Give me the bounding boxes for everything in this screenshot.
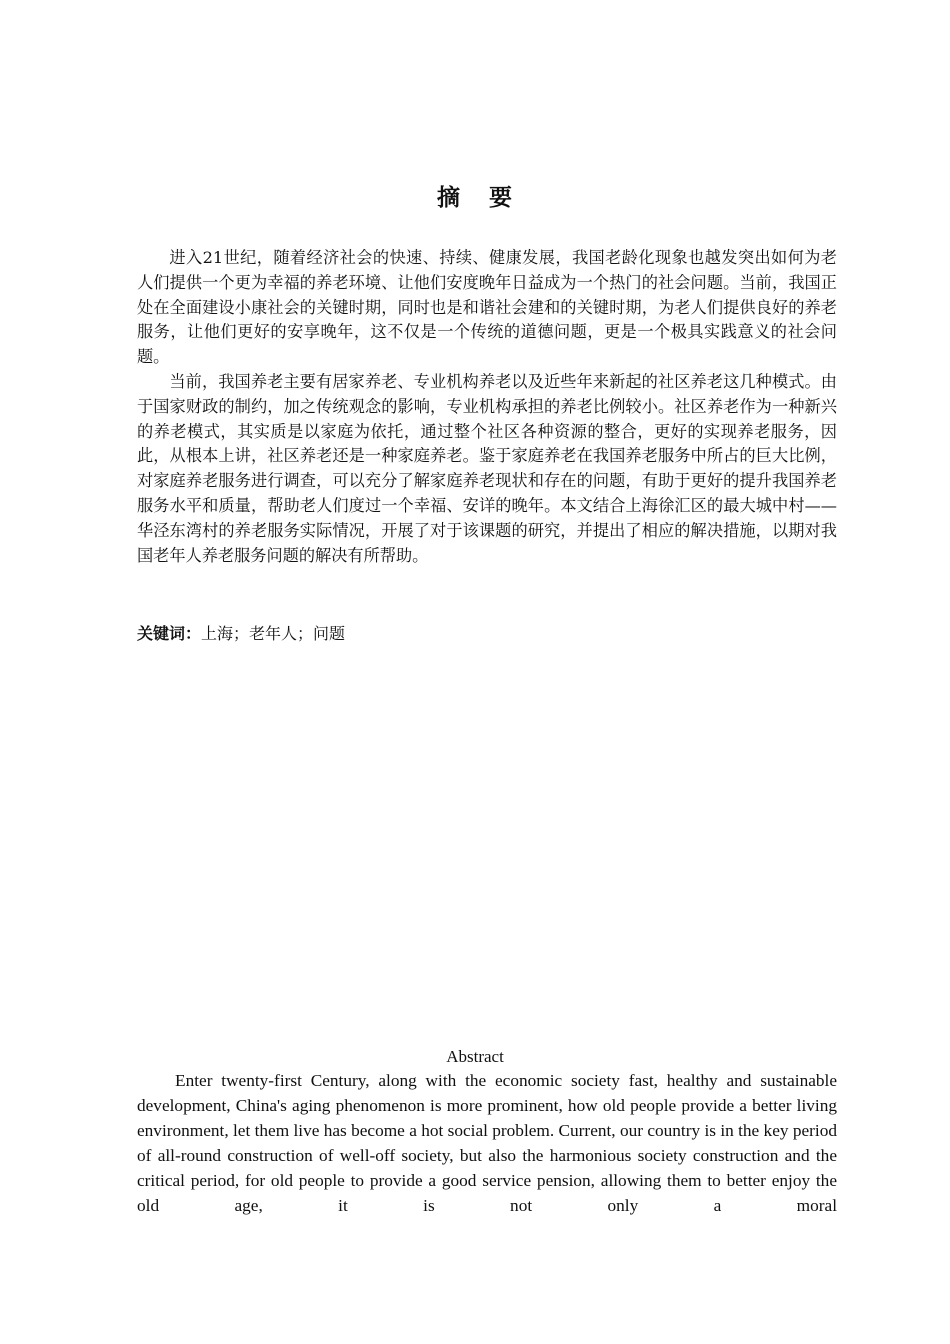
chinese-paragraph-2: 当前，我国养老主要有居家养老、专业机构养老以及近些年来新起的社区养老这几种模式。由于国家财政的制约，加之传统观念的影响，专业机构承担的养老比例较小。社区养老作为一种新兴的养老模式，其实质是以家庭为依托，通过整个社区各种资源的整合，更好的实现养老服务，因此，从根本上讲，社区养老还是一种家庭养老。鉴于家庭养老在我国养老服务中所占的巨大比例，对家庭养老服务进行调查，可以充分了解家庭养老现状和存在的问题，有助于更好的提升我国养老服务水平和质量，帮助老人们度过一个幸福、安详的晚年。本文结合上海徐汇区的最大城中村——华泾东湾村的养老服务实际情况，开展了对于该课题的研究，并提出了相应的解决措施，以期对我国老年人养老服务问题的解决有所帮助。 <box>137 371 837 565</box>
title-char-1: 摘 <box>437 184 461 211</box>
title-char-2: 要 <box>489 184 513 211</box>
english-abstract-body <box>137 1069 837 1218</box>
chinese-paragraph-1: 进入21世纪，随着经济社会的快速、持续、健康发展，我国老龄化现象也越发突出如何为老人们提供一个更为幸福的养老环境、让他们安度晚年日益成为一个热门的社会问题。当前，我国正处在全面建设小康社会的关键时期，同时也是和谐社会建和的关键时期，为老人们提供良好的养老服务，让他们更好的安享晚年，这不仅是一个传统的道德问题，更是一个极具实践意义的社会问题。 <box>137 248 837 367</box>
keywords-line <box>137 621 837 647</box>
keywords-value: 上海；老年人；问题 <box>201 624 346 643</box>
chinese-abstract-title <box>0 180 950 216</box>
keywords-label: 关键词： <box>137 624 202 643</box>
english-abstract-title: Abstract <box>446 1047 504 1066</box>
english-paragraph: Enter twenty-first Century, along with the economic society fast, healthy and sustainable development, China's aging phenomenon is more prominent, how old people provide a better living environment, let them live has become a hot social problem. Current, our country is in the key period of all-round construction of well-off society, but also the harmonious society construction and the critical period, for old people to provide a good service pension, allowing them to better enjoy the old age, it is not only a moral <box>137 1071 837 1215</box>
chinese-abstract-body <box>137 246 837 568</box>
